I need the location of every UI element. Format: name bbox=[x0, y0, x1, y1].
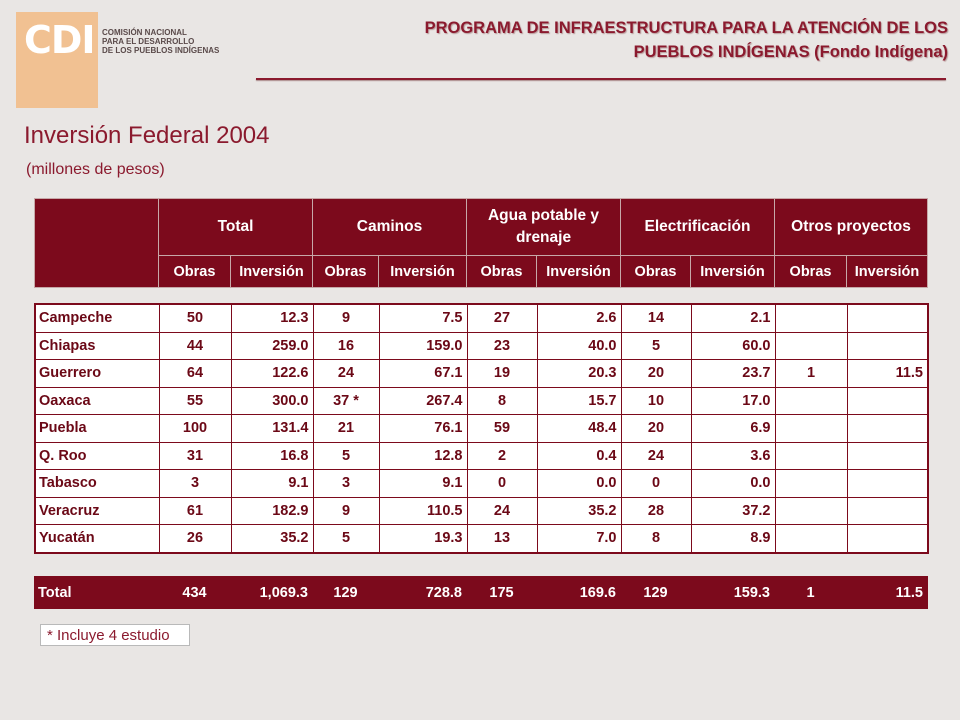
inversion-cell bbox=[847, 332, 928, 360]
inversion-cell: 12.3 bbox=[231, 304, 313, 332]
obras-cell: 9 bbox=[313, 304, 379, 332]
obras-cell: 3 bbox=[159, 470, 231, 498]
obras-cell: 31 bbox=[159, 442, 231, 470]
state-name: Yucatán bbox=[35, 525, 159, 553]
table-row bbox=[35, 360, 928, 388]
total-label: Total bbox=[35, 577, 159, 609]
total-table bbox=[34, 576, 928, 609]
logo-text: CDI bbox=[24, 18, 95, 62]
inversion-cell: 0.0 bbox=[537, 470, 621, 498]
subheader-cell: Inversión bbox=[537, 256, 621, 288]
inversion-cell bbox=[847, 497, 928, 525]
table-row bbox=[35, 442, 928, 470]
obras-cell: 24 bbox=[621, 442, 691, 470]
state-name: Chiapas bbox=[35, 332, 159, 360]
inversion-cell: 110.5 bbox=[379, 497, 467, 525]
obras-cell: 1 bbox=[775, 360, 847, 388]
obras-cell: 13 bbox=[467, 525, 537, 553]
obras-cell: 37 * bbox=[313, 387, 379, 415]
table-row bbox=[35, 525, 928, 553]
group-header-caminos: Caminos bbox=[313, 199, 467, 256]
inversion-cell: 20.3 bbox=[537, 360, 621, 388]
obras-cell: 28 bbox=[621, 497, 691, 525]
page-subtitle: (millones de pesos) bbox=[26, 161, 165, 178]
inversion-cell: 7.0 bbox=[537, 525, 621, 553]
inversion-cell: 35.2 bbox=[231, 525, 313, 553]
obras-cell: 61 bbox=[159, 497, 231, 525]
total-cell: 169.6 bbox=[537, 577, 621, 609]
inversion-cell: 17.0 bbox=[691, 387, 775, 415]
org-line: COMISIÓN NACIONAL bbox=[102, 28, 187, 37]
total-row bbox=[35, 577, 928, 609]
inversion-cell: 9.1 bbox=[379, 470, 467, 498]
obras-cell bbox=[775, 387, 847, 415]
obras-cell bbox=[775, 470, 847, 498]
org-name bbox=[102, 28, 242, 55]
obras-cell: 19 bbox=[467, 360, 537, 388]
obras-cell: 0 bbox=[467, 470, 537, 498]
inversion-cell: 300.0 bbox=[231, 387, 313, 415]
table-row bbox=[35, 470, 928, 498]
obras-cell: 44 bbox=[159, 332, 231, 360]
inversion-cell bbox=[847, 470, 928, 498]
inversion-cell: 16.8 bbox=[231, 442, 313, 470]
header-line-2: PUEBLOS INDÍGENAS (Fondo Indígena) bbox=[633, 43, 948, 61]
obras-cell: 24 bbox=[313, 360, 379, 388]
obras-cell: 26 bbox=[159, 525, 231, 553]
table-row bbox=[35, 304, 928, 332]
org-line: DE LOS PUEBLOS INDÍGENAS bbox=[102, 46, 220, 55]
inversion-cell: 6.9 bbox=[691, 415, 775, 443]
inversion-cell: 48.4 bbox=[537, 415, 621, 443]
header-line-1: PROGRAMA DE INFRAESTRUCTURA PARA LA ATENCIÓN DE LOS bbox=[424, 19, 948, 37]
obras-cell: 20 bbox=[621, 415, 691, 443]
subheader-cell: Obras bbox=[621, 256, 691, 288]
inversion-cell: 0.4 bbox=[537, 442, 621, 470]
obras-cell bbox=[775, 415, 847, 443]
data-table bbox=[34, 303, 929, 554]
state-name: Veracruz bbox=[35, 497, 159, 525]
state-name: Guerrero bbox=[35, 360, 159, 388]
subheader-cell: Inversión bbox=[379, 256, 467, 288]
obras-cell: 23 bbox=[467, 332, 537, 360]
obras-cell: 5 bbox=[621, 332, 691, 360]
inversion-cell: 0.0 bbox=[691, 470, 775, 498]
obras-cell: 24 bbox=[467, 497, 537, 525]
inversion-cell: 8.9 bbox=[691, 525, 775, 553]
table-header bbox=[34, 198, 928, 288]
subheader-cell: Inversión bbox=[691, 256, 775, 288]
group-header-electrificacion: Electrificación bbox=[621, 199, 775, 256]
inversion-cell: 122.6 bbox=[231, 360, 313, 388]
obras-cell bbox=[775, 497, 847, 525]
obras-cell: 8 bbox=[467, 387, 537, 415]
obras-cell: 8 bbox=[621, 525, 691, 553]
total-cell: 129 bbox=[621, 577, 691, 609]
total-cell: 434 bbox=[159, 577, 231, 609]
inversion-cell: 15.7 bbox=[537, 387, 621, 415]
obras-cell bbox=[775, 304, 847, 332]
inversion-cell: 37.2 bbox=[691, 497, 775, 525]
group-header-total: Total bbox=[159, 199, 313, 256]
obras-cell: 16 bbox=[313, 332, 379, 360]
total-cell: 129 bbox=[313, 577, 379, 609]
table-row bbox=[35, 415, 928, 443]
header-divider bbox=[256, 78, 946, 80]
inversion-cell bbox=[847, 442, 928, 470]
obras-cell bbox=[775, 332, 847, 360]
obras-cell: 64 bbox=[159, 360, 231, 388]
inversion-cell: 182.9 bbox=[231, 497, 313, 525]
header-blank-cell bbox=[35, 199, 159, 288]
inversion-cell: 2.6 bbox=[537, 304, 621, 332]
total-cell: 175 bbox=[467, 577, 537, 609]
state-name: Campeche bbox=[35, 304, 159, 332]
page-title: Inversión Federal 2004 bbox=[24, 122, 270, 149]
obras-cell bbox=[775, 442, 847, 470]
table-row bbox=[35, 497, 928, 525]
obras-cell: 2 bbox=[467, 442, 537, 470]
cdi-logo bbox=[16, 12, 98, 108]
inversion-cell: 35.2 bbox=[537, 497, 621, 525]
inversion-cell: 60.0 bbox=[691, 332, 775, 360]
total-cell: 1 bbox=[775, 577, 847, 609]
state-name: Tabasco bbox=[35, 470, 159, 498]
inversion-cell: 131.4 bbox=[231, 415, 313, 443]
state-name: Puebla bbox=[35, 415, 159, 443]
footnote: * Incluye 4 estudio bbox=[40, 624, 190, 646]
obras-cell: 21 bbox=[313, 415, 379, 443]
inversion-cell bbox=[847, 387, 928, 415]
inversion-cell: 2.1 bbox=[691, 304, 775, 332]
obras-cell bbox=[775, 525, 847, 553]
obras-cell: 14 bbox=[621, 304, 691, 332]
inversion-cell: 3.6 bbox=[691, 442, 775, 470]
total-cell: 1,069.3 bbox=[231, 577, 313, 609]
obras-cell: 3 bbox=[313, 470, 379, 498]
obras-cell: 27 bbox=[467, 304, 537, 332]
subheader-cell: Obras bbox=[313, 256, 379, 288]
inversion-cell: 19.3 bbox=[379, 525, 467, 553]
inversion-cell: 11.5 bbox=[847, 360, 928, 388]
obras-cell: 59 bbox=[467, 415, 537, 443]
inversion-cell bbox=[847, 415, 928, 443]
obras-cell: 100 bbox=[159, 415, 231, 443]
inversion-cell: 259.0 bbox=[231, 332, 313, 360]
program-header bbox=[308, 16, 948, 64]
obras-cell: 55 bbox=[159, 387, 231, 415]
inversion-cell: 23.7 bbox=[691, 360, 775, 388]
total-cell: 11.5 bbox=[847, 577, 928, 609]
inversion-cell: 12.8 bbox=[379, 442, 467, 470]
group-header-otros: Otros proyectos bbox=[775, 199, 928, 256]
total-cell: 159.3 bbox=[691, 577, 775, 609]
inversion-cell: 76.1 bbox=[379, 415, 467, 443]
inversion-cell: 9.1 bbox=[231, 470, 313, 498]
inversion-cell: 40.0 bbox=[537, 332, 621, 360]
obras-cell: 5 bbox=[313, 525, 379, 553]
subheader-cell: Obras bbox=[775, 256, 847, 288]
inversion-cell: 267.4 bbox=[379, 387, 467, 415]
group-header-agua: Agua potable y drenaje bbox=[467, 199, 621, 256]
inversion-cell bbox=[847, 525, 928, 553]
inversion-cell bbox=[847, 304, 928, 332]
obras-cell: 10 bbox=[621, 387, 691, 415]
org-line: PARA EL DESARROLLO bbox=[102, 37, 195, 46]
obras-cell: 9 bbox=[313, 497, 379, 525]
table-row bbox=[35, 387, 928, 415]
subheader-cell: Inversión bbox=[231, 256, 313, 288]
total-cell: 728.8 bbox=[379, 577, 467, 609]
inversion-cell: 67.1 bbox=[379, 360, 467, 388]
subheader-cell: Obras bbox=[467, 256, 537, 288]
subheader-cell: Inversión bbox=[847, 256, 928, 288]
inversion-cell: 159.0 bbox=[379, 332, 467, 360]
obras-cell: 50 bbox=[159, 304, 231, 332]
inversion-cell: 7.5 bbox=[379, 304, 467, 332]
state-name: Q. Roo bbox=[35, 442, 159, 470]
table-row bbox=[35, 332, 928, 360]
subheader-cell: Obras bbox=[159, 256, 231, 288]
state-name: Oaxaca bbox=[35, 387, 159, 415]
obras-cell: 0 bbox=[621, 470, 691, 498]
obras-cell: 20 bbox=[621, 360, 691, 388]
obras-cell: 5 bbox=[313, 442, 379, 470]
